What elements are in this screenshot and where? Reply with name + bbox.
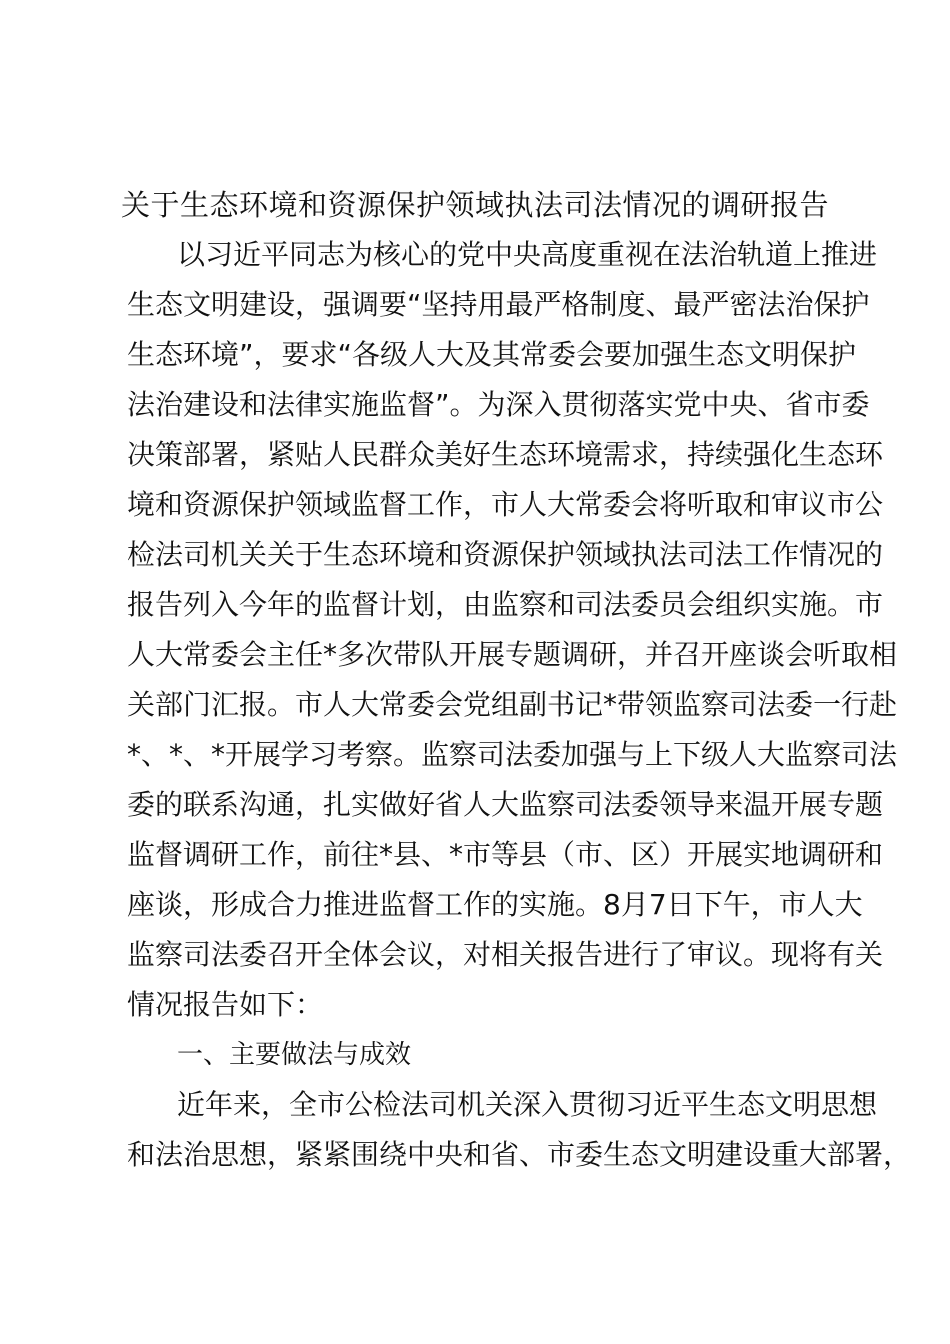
paragraph-line: 生态文明建设，强调要“坚持用最严格制度、最严密法治保护 [127,288,870,321]
paragraph-line: 人大常委会主任*多次带队开展专题调研，并召开座谈会听取相 [127,638,898,671]
paragraph-line: 监督调研工作，前往*县、*市等县（市、区）开展实地调研和 [127,838,884,871]
section-heading: 一、主要做法与成效 [177,1040,412,1070]
paragraph-line: 委的联系沟通，扎实做好省人大监察司法委领导来温开展专题 [127,788,884,821]
paragraph-line: 近年来，全市公检法司机关深入贯彻习近平生态文明思想 [177,1088,878,1121]
paragraph-line: 决策部署，紧贴人民群众美好生态环境需求，持续强化生态环 [127,438,884,471]
paragraph-line: 以习近平同志为核心的党中央高度重视在法治轨道上推进 [177,238,878,271]
paragraph-line: *、*、*开展学习考察。监察司法委加强与上下级人大监察司法 [127,738,898,771]
paragraph-line: 监察司法委召开全体会议，对相关报告进行了审议。现将有关 [127,938,884,971]
paragraph-line: 法治建设和法律实施监督”。为深入贯彻落实党中央、省市委 [127,388,870,421]
paragraph-line: 生态环境”，要求“各级人大及其常委会要加强生态文明保护 [127,338,857,371]
document-title: 关于生态环境和资源保护领域执法司法情况的调研报告 [120,188,829,222]
paragraph-line: 境和资源保护领域监督工作，市人大常委会将听取和审议市公 [127,488,884,521]
paragraph-line: 座谈，形成合力推进监督工作的实施。8月7日下午，市人大 [127,888,863,921]
paragraph-line: 报告列入今年的监督计划，由监察和司法委员会组织实施。市 [127,588,884,621]
paragraph-line: 关部门汇报。市人大常委会党组副书记*带领监察司法委一行赴 [127,688,898,721]
paragraph-line: 情况报告如下： [127,988,324,1021]
paragraph-line: 检法司机关关于生态环境和资源保护领域执法司法工作情况的 [127,538,884,571]
paragraph-line: 和法治思想，紧紧围绕中央和省、市委生态文明建设重大部署， [127,1138,912,1171]
